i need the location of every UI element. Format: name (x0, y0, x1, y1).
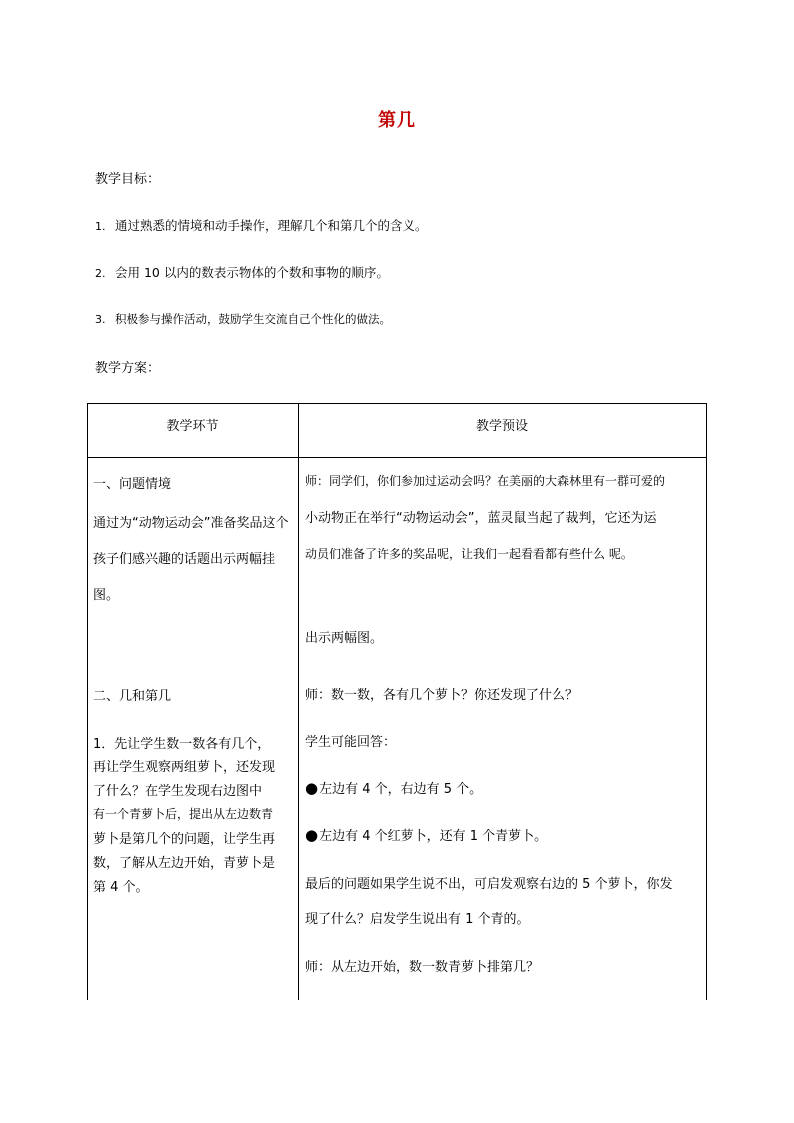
question-1: 师：数一数，各有几个萝卜？你还发现了什么？ (305, 688, 579, 703)
question-2: 师：从左边开始，数一数青萝卜排第几？ (305, 960, 540, 975)
header-teaching-preset: 教学预设 (475, 419, 528, 434)
bullet-icon: ● (305, 826, 319, 844)
goal-number: 2. (95, 267, 106, 280)
answer-2-text: 左边有 4 个红萝卜，还有 1 个青萝卜。 (319, 829, 548, 844)
section2-line: 再让学生观察两组萝卜，还发现 (93, 760, 276, 775)
answer-2 (305, 825, 701, 844)
section1-body: 通过为“动物运动会”准备奖品这个孩子们感兴趣的话题出示两幅挂图。 (93, 516, 289, 603)
section2-line: 了什么？在学生发现右边图中 (93, 784, 263, 799)
possible-answers: 学生可能回答： (305, 735, 397, 750)
table-column-divider (298, 403, 299, 1000)
goal-text: 积极参与操作活动，鼓励学生交流自己个性化的做法。 (115, 312, 391, 326)
section2-line: 有一个青萝卜后，提出从左边数青 (93, 807, 274, 821)
intro-line: 师：同学们，你们参加过运动会吗？在美丽的大森林里有一群可爱的 (305, 474, 666, 488)
goals-heading: 教学目标： (95, 172, 161, 187)
goal-text: 通过熟悉的情境和动手操作，理解几个和第几个的含义。 (115, 218, 428, 233)
section2-line: 萝卜是第几个的问题，让学生再 (93, 832, 276, 847)
goal-text: 会用 10 以内的数表示物体的个数和事物的顺序。 (115, 265, 389, 280)
goal-item (95, 311, 391, 327)
table-border-right (706, 403, 707, 1000)
goal-number: 3. (95, 313, 106, 326)
goal-item (95, 216, 428, 234)
intro-line: 动员们准备了许多的奖品呢，让我们一起看看都有些什么 呢。 (305, 547, 633, 561)
intro-line: 小动物正在举行“动物运动会”，蓝灵鼠当起了裁判，它还为运 (305, 511, 657, 526)
section2-title: 二、几和第几 (93, 689, 172, 704)
goal-item (95, 263, 389, 281)
section2-line: 数，了解从左边开始，青萝卜是 (93, 856, 276, 871)
show-pictures: 出示两幅图。 (305, 631, 384, 646)
lesson-plan-table (87, 403, 707, 1000)
table-border-top (87, 403, 707, 404)
plan-heading: 教学方案： (95, 361, 161, 376)
section2-line: 第 4 个。 (93, 880, 149, 895)
bullet-icon: ● (305, 779, 319, 797)
answer-1 (305, 778, 701, 797)
page-title: 第几 (378, 110, 416, 131)
table-border-left (87, 403, 88, 1000)
answer-1-text: 左边有 4 个，右边有 5 个。 (319, 782, 483, 797)
header-teaching-step: 教学环节 (166, 419, 219, 434)
section2-line: 1．先让学生数一数各有几个， (93, 737, 271, 752)
hint-line: 现了什么？启发学生说出有 1 个青的。 (305, 912, 530, 927)
hint-line: 最后的问题如果学生说不出，可启发观察右边的 5 个萝卜，你发 (305, 877, 673, 892)
table-header-divider (87, 457, 707, 458)
goal-number: 1. (95, 220, 106, 233)
section1-title: 一、问题情境 (93, 477, 172, 492)
